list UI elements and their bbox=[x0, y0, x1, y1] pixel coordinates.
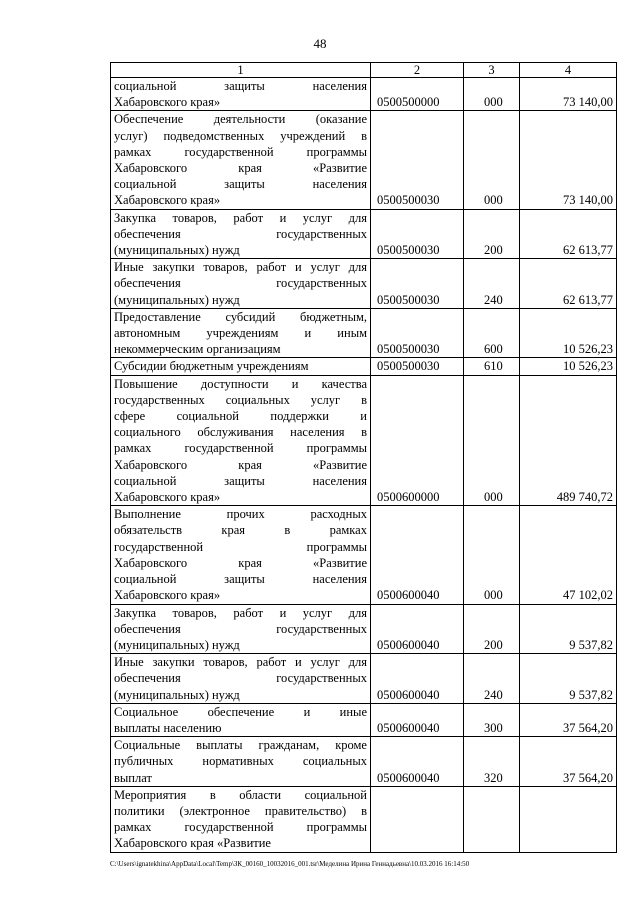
header-cell-3: 3 bbox=[464, 63, 520, 78]
table-row bbox=[111, 506, 617, 604]
expense-name-line: (муниципальных) нужд bbox=[114, 292, 240, 307]
expense-name-line: Хабаровского края» bbox=[114, 95, 221, 110]
expense-name-line: Повышение доступности и качества bbox=[114, 376, 367, 391]
expense-type-cell: 300 bbox=[464, 703, 520, 736]
header-cell-1: 1 bbox=[111, 63, 371, 78]
table-row bbox=[111, 111, 617, 209]
expense-name-line: обеспечения государственных bbox=[114, 226, 367, 241]
expense-name-line: Социальное обеспечение и иные bbox=[114, 704, 367, 719]
expense-name-line: Закупка товаров, работ и услуг для bbox=[114, 210, 367, 225]
expense-name-line: социальной защиты населения bbox=[114, 79, 367, 93]
program-code-cell: 0500500030 bbox=[371, 111, 464, 209]
expense-name-line: рамках государственной программы bbox=[114, 144, 367, 159]
expense-name-line: Иные закупки товаров, работ и услуг для bbox=[114, 655, 367, 670]
program-code-cell: 0500500030 bbox=[371, 259, 464, 309]
amount-cell: 47 102,02 bbox=[520, 506, 617, 604]
expense-name-cell bbox=[111, 209, 371, 259]
expense-name-line: рамках государственной программы bbox=[114, 820, 367, 835]
amount-cell: 37 564,20 bbox=[520, 737, 617, 787]
program-code-cell: 0500500030 bbox=[371, 209, 464, 259]
expense-name-cell bbox=[111, 358, 371, 375]
expense-name-line: Выполнение прочих расходных bbox=[114, 507, 367, 522]
expense-name-line: автономным учреждениям и иным bbox=[114, 326, 367, 341]
expense-type-cell: 000 bbox=[464, 506, 520, 604]
program-code-cell: 0500600000 bbox=[371, 375, 464, 506]
expense-name-line: услуг) подведомственных учреждений в bbox=[114, 128, 367, 143]
expense-name-line: Предоставление субсидий бюджетным, bbox=[114, 309, 367, 324]
expense-type-cell: 610 bbox=[464, 358, 520, 375]
expense-name-line: Обеспечение деятельности (оказание bbox=[114, 112, 367, 127]
program-code-cell bbox=[371, 786, 464, 852]
expense-type-cell: 240 bbox=[464, 654, 520, 704]
expense-name-line: социальной защиты населения bbox=[114, 473, 367, 488]
header-cell-2: 2 bbox=[371, 63, 464, 78]
expense-name-line: государственных социальных услуг в bbox=[114, 392, 367, 407]
expense-name-line: социальной защиты населения bbox=[114, 177, 367, 192]
expense-name-line: публичных нормативных социальных bbox=[114, 754, 367, 769]
expense-name-line: обеспечения государственных bbox=[114, 621, 367, 636]
expense-name-line: Хабаровского края «Развитие bbox=[114, 457, 367, 472]
header-cell-4: 4 bbox=[520, 63, 617, 78]
expense-name-line: (муниципальных) нужд bbox=[114, 687, 240, 702]
expense-name-line: (муниципальных) нужд bbox=[114, 637, 240, 652]
table-row bbox=[111, 78, 617, 111]
amount-cell: 9 537,82 bbox=[520, 654, 617, 704]
expense-type-cell: 200 bbox=[464, 604, 520, 654]
expense-name-cell bbox=[111, 506, 371, 604]
expense-name-line: Иные закупки товаров, работ и услуг для bbox=[114, 260, 367, 275]
expense-name-line: сфере социальной поддержки и bbox=[114, 409, 367, 424]
table-row bbox=[111, 308, 617, 358]
expense-name-cell bbox=[111, 375, 371, 506]
expense-name-line: политики (электронное правительство) в bbox=[114, 803, 367, 818]
table-row bbox=[111, 654, 617, 704]
expense-name-line: Закупка товаров, работ и услуг для bbox=[114, 605, 367, 620]
expense-name-cell bbox=[111, 78, 371, 111]
expense-name-cell bbox=[111, 703, 371, 736]
program-code-cell: 0500600040 bbox=[371, 737, 464, 787]
amount-cell: 62 613,77 bbox=[520, 209, 617, 259]
expense-name-line: государственной программы bbox=[114, 539, 367, 554]
table-row bbox=[111, 259, 617, 309]
amount-cell: 9 537,82 bbox=[520, 604, 617, 654]
expense-type-cell bbox=[464, 786, 520, 852]
expense-name-cell bbox=[111, 308, 371, 358]
expense-type-cell: 000 bbox=[464, 375, 520, 506]
expense-name-line: Хабаровского края» bbox=[114, 588, 221, 603]
expense-name-line: Хабаровского края «Развитие bbox=[114, 836, 271, 851]
budget-table bbox=[110, 62, 617, 853]
expense-name-line: обеспечения государственных bbox=[114, 671, 367, 686]
expense-type-cell: 240 bbox=[464, 259, 520, 309]
expense-name-line: Хабаровского края» bbox=[114, 490, 221, 505]
program-code-cell: 0500500030 bbox=[371, 358, 464, 375]
expense-name-line: Социальные выплаты гражданам, кроме bbox=[114, 738, 367, 753]
expense-name-line: обеспечения государственных bbox=[114, 276, 367, 291]
expense-name-line: Хабаровского края «Развитие bbox=[114, 555, 367, 570]
expense-name-line: социального обслуживания населения в bbox=[114, 425, 367, 440]
amount-cell: 73 140,00 bbox=[520, 111, 617, 209]
amount-cell: 73 140,00 bbox=[520, 78, 617, 111]
table-row bbox=[111, 786, 617, 852]
table-row bbox=[111, 604, 617, 654]
table-row bbox=[111, 737, 617, 787]
page-number: 48 bbox=[313, 36, 327, 51]
amount-cell: 10 526,23 bbox=[520, 308, 617, 358]
footer-file-path: C:\Users\ignatekhina\AppData\Local\Temp\ЗК_00160_10032016_001.tsr\Меделина Ирина Геннадьевна\10.03.2016 16:14:50 bbox=[110, 860, 470, 868]
expense-type-cell: 320 bbox=[464, 737, 520, 787]
expense-name-line: (муниципальных) нужд bbox=[114, 243, 240, 258]
program-code-cell: 0500600040 bbox=[371, 654, 464, 704]
expense-name-cell bbox=[111, 111, 371, 209]
expense-type-cell: 600 bbox=[464, 308, 520, 358]
amount-cell: 62 613,77 bbox=[520, 259, 617, 309]
expense-name-line: некоммерческим организациям bbox=[114, 342, 281, 357]
table-row bbox=[111, 375, 617, 506]
expense-name-cell bbox=[111, 737, 371, 787]
expense-name-line: рамках государственной программы bbox=[114, 441, 367, 456]
expense-name-line: Субсидии бюджетным учреждениям bbox=[114, 359, 309, 374]
program-code-cell: 0500600040 bbox=[371, 506, 464, 604]
program-code-cell: 0500500000 bbox=[371, 78, 464, 111]
expense-name-cell bbox=[111, 654, 371, 704]
table-row bbox=[111, 703, 617, 736]
table-body bbox=[111, 63, 617, 853]
expense-name-line: Хабаровского края» bbox=[114, 193, 221, 208]
program-code-cell: 0500500030 bbox=[371, 308, 464, 358]
table-row bbox=[111, 358, 617, 375]
amount-cell: 489 740,72 bbox=[520, 375, 617, 506]
amount-cell: 10 526,23 bbox=[520, 358, 617, 375]
program-code-cell: 0500600040 bbox=[371, 604, 464, 654]
expense-name-line: Хабаровского края «Развитие bbox=[114, 161, 367, 176]
expense-name-line: обязательств края в рамках bbox=[114, 523, 367, 538]
expense-name-line: выплаты населению bbox=[114, 720, 222, 735]
expense-name-line: социальной защиты населения bbox=[114, 572, 367, 587]
expense-name-cell bbox=[111, 786, 371, 852]
expense-name-cell bbox=[111, 604, 371, 654]
table-header-row bbox=[111, 63, 617, 78]
expense-type-cell: 200 bbox=[464, 209, 520, 259]
table-row bbox=[111, 209, 617, 259]
expense-name-line: выплат bbox=[114, 770, 152, 785]
expense-type-cell: 000 bbox=[464, 78, 520, 111]
expense-type-cell: 000 bbox=[464, 111, 520, 209]
amount-cell: 37 564,20 bbox=[520, 703, 617, 736]
amount-cell bbox=[520, 786, 617, 852]
expense-name-line: Мероприятия в области социальной bbox=[114, 787, 367, 802]
program-code-cell: 0500600040 bbox=[371, 703, 464, 736]
expense-name-cell bbox=[111, 259, 371, 309]
